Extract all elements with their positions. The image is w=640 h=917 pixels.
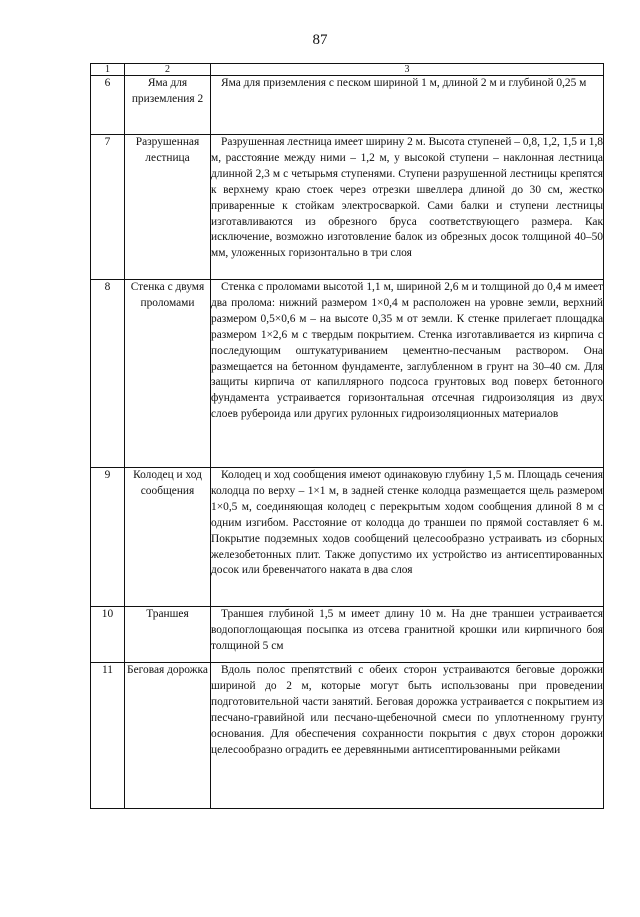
- row-name: Траншея: [125, 607, 211, 663]
- row-name: Разрушенная лестница: [125, 135, 211, 280]
- row-description: Яма для приземления с песком шириной 1 м, длиной 2 м и глубиной 0,25 м: [211, 76, 604, 135]
- row-number: 9: [91, 468, 125, 607]
- row-name: Беговая дорожка: [125, 663, 211, 809]
- row-number: 7: [91, 135, 125, 280]
- table-row: [91, 76, 604, 135]
- page-number: 87: [312, 32, 328, 48]
- row-number: 8: [91, 280, 125, 468]
- row-number: 6: [91, 76, 125, 135]
- row-description: Колодец и ход сообщения имеют одинаковую глубину 1,5 м. Площадь сечения колодца по верху – 1×1 м, в задней стенке колодца размещается щель размером 1×0,5 м, соединяющая колодец с перекрытым ходом сообщения длиной 8 м с одним изгибом. Расстояние от колодца до траншеи по прямой составляет 6 м. Покрытие подземных ходов сообщений целесообразно устраивать из сборных железобетонных плит. Также допустимо их устройство из антисептированных досок или бревенчатого наката в два слоя: [211, 468, 604, 607]
- row-name: Колодец и ход сообщения: [125, 468, 211, 607]
- header-cell-2: 2: [125, 64, 211, 76]
- row-description: Стенка с проломами высотой 1,1 м, шириной 2,6 м и толщиной до 0,4 м имеет два пролома: нижний размером 1×0,4 м расположен на уровне земли, верхний размером 0,5×0,6 м – на высоте 0,35 м от земли. К стенке прилегает площадка размером 1×2,6 м с твердым покрытием. Стенка изготавливается из кирпича с последующим оштукатуриванием цементно-песчаным раствором. Она размещается на бетонном фундаменте, заглубленном в грунт на 30–40 см. Для защиты кирпича от капиллярного подсоса грунтовых вод поверх бетонного фундамента устраивается горизонтальная отсечная гидроизоляция из двух слоев рубероида или других рулонных гидроизоляционных материалов: [211, 280, 604, 468]
- obstacle-table: [90, 63, 604, 809]
- header-cell-3: 3: [211, 64, 604, 76]
- table-header-row: [91, 64, 604, 76]
- header-cell-1: 1: [91, 64, 125, 76]
- row-description: Траншея глубиной 1,5 м имеет длину 10 м. На дне траншеи устраивается водопоглощающая посыпка из отсева гранитной крошки или кирпичного боя толщиной 5 см: [211, 607, 604, 663]
- row-number: 10: [91, 607, 125, 663]
- row-name: Яма для приземления 2: [125, 76, 211, 135]
- row-description: Вдоль полос препятствий с обеих сторон устраиваются беговые дорожки шириной до 2 м, которые могут быть использованы при проведении подготовительной части занятий. Беговая дорожка устраивается с покрытием из песчано-гравийной или песчано-щебеночной смеси по уплотненному грунту основания. Для обеспечения сохранности покрытия с двух сторон дорожки целесообразно оградить ее деревянными антисептированными рейками: [211, 663, 604, 809]
- row-description: Разрушенная лестница имеет ширину 2 м. Высота ступеней – 0,8, 1,2, 1,5 и 1,8 м, расстояние между ними – 1,2 м, у высокой ступени – наклонная лестница длинной 2,3 м с четырьмя ступенями. Ступени разрушенной лестницы крепятся к верхнему краю стоек через отрезки швеллера длиной до 30 см, жестко приваренные к стойкам электросваркой. Сами балки и ступени лестницы изготавливаются из обрезного бруса соответствующего размера. Как исключение, возможно изготовление балок из обрезных досок толщиной 40–50 мм, уложенных горизонтально в три слоя: [211, 135, 604, 280]
- table-row: [91, 607, 604, 663]
- row-name: Стенка с двумя проломами: [125, 280, 211, 468]
- table-row: [91, 468, 604, 607]
- table-row: [91, 135, 604, 280]
- table-row: [91, 663, 604, 809]
- table-row: [91, 280, 604, 468]
- row-number: 11: [91, 663, 125, 809]
